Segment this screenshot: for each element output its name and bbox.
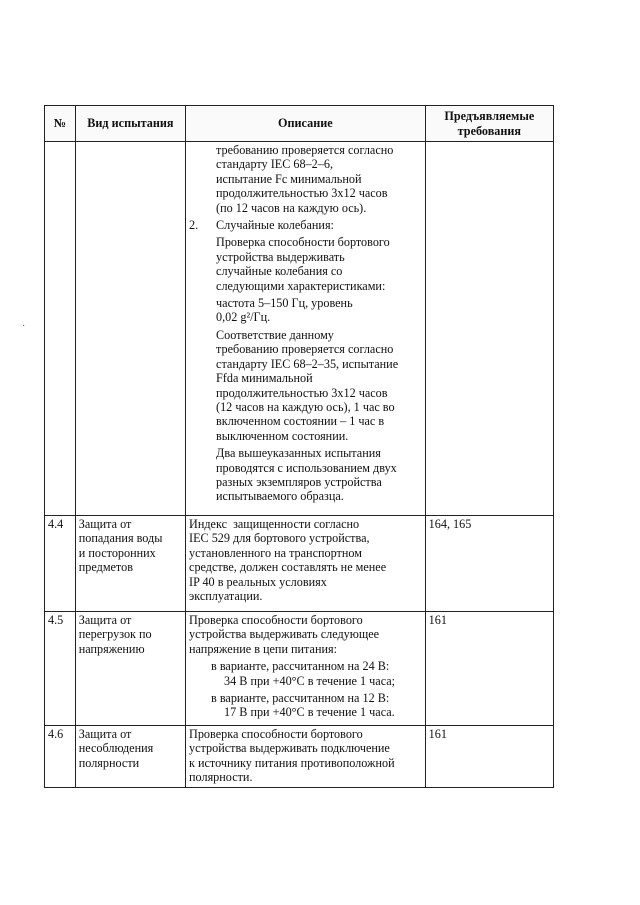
desc-line: проводятся с использованием двух: [216, 460, 397, 475]
cell-test-type: [75, 516, 185, 612]
item-paragraph: [189, 296, 422, 325]
cell-description: [186, 612, 426, 726]
table-row: [45, 726, 554, 788]
item-paragraph: [189, 328, 422, 443]
header-number: №: [45, 106, 76, 142]
cell-requirements: 161: [425, 726, 553, 788]
desc-line: испытание Fc минимальной: [216, 171, 362, 186]
cell-description: [186, 516, 426, 612]
desc-line: частота 5–150 Гц, уровень: [216, 296, 353, 311]
header-description: Описание: [186, 106, 426, 142]
type-line: перегрузок по: [78, 627, 152, 642]
desc-line: средстве, должен составлять не менее: [189, 560, 387, 575]
header-test-type: Вид испытания: [75, 106, 185, 142]
cell-requirements: 164, 165: [425, 516, 553, 612]
desc-line: продолжительностью 3x12 часов: [216, 186, 388, 201]
type-line: Защита от: [78, 613, 132, 627]
type-line: Защита от: [78, 727, 132, 741]
header-requirements-line1: Предъявляемые: [444, 109, 535, 124]
desc-line: (12 часов на каждую ось), 1 час во: [216, 399, 395, 414]
desc-line: выключенном состоянии.: [216, 428, 349, 443]
item-paragraph: [189, 235, 422, 293]
desc-line: устройства выдерживать подключение: [189, 741, 390, 756]
desc-line: стандарту IEC 68–2–6,: [216, 157, 333, 172]
table-row: [45, 516, 554, 612]
desc-line: Проверка способности бортового: [189, 613, 363, 627]
type-line: попадания воды: [78, 531, 163, 546]
type-line: несоблюдения: [78, 741, 154, 756]
item-title: Случайные колебания:: [216, 218, 334, 233]
cell-number: [45, 142, 76, 516]
cell-test-type: [75, 612, 185, 726]
desc-line: 0,02 g²/Гц.: [216, 310, 271, 325]
item-number: 2.: [189, 218, 199, 233]
header-requirements: [425, 106, 553, 142]
header-requirements-line2: требования: [457, 123, 522, 138]
desc-line: разных экземпляров устройства: [216, 474, 382, 489]
cell-number: 4.4: [45, 516, 76, 612]
desc-line: напряжение в цепи питания:: [189, 641, 337, 656]
desc-line: требованию проверяется согласно: [216, 342, 394, 357]
cell-description: [186, 726, 426, 788]
desc-line: стандарту IEC 68–2–35, испытание: [216, 356, 399, 371]
desc-line: Ffda минимальной: [216, 371, 313, 386]
continuation-text: [189, 143, 422, 215]
variant-line: в варианте, рассчитанном на 12 В:: [211, 691, 390, 706]
desc-line: продолжительностью 3x12 часов: [216, 385, 388, 400]
desc-line: случайные колебания со: [216, 264, 343, 279]
desc-line: (по 12 часов на каждую ось).: [216, 200, 367, 215]
table-header-row: [45, 106, 554, 142]
type-line: и посторонних: [78, 545, 156, 560]
desc-line: Соответствие данному: [216, 327, 334, 342]
desc-line: требованию проверяется согласно: [216, 143, 394, 157]
desc-line: Проверка способности бортового: [216, 235, 390, 250]
desc-line: следующими характеристиками:: [216, 278, 386, 293]
type-line: Защита от: [78, 517, 132, 531]
variant-line: в варианте, рассчитанном на 24 В:: [211, 659, 390, 674]
cell-requirements: 161: [425, 612, 553, 726]
cell-requirements: [425, 142, 553, 516]
variant-line: 17 В при +40°C в течение 1 часа.: [224, 705, 395, 720]
cell-description: [186, 142, 426, 516]
desc-line: включенном состоянии – 1 час в: [216, 414, 385, 429]
desc-line: IEC 529 для бортового устройства,: [189, 531, 370, 546]
item-paragraph: [189, 446, 422, 504]
desc-line: к источнику питания противоположной: [189, 755, 395, 770]
type-line: напряжению: [78, 641, 145, 656]
table-row: [45, 142, 554, 516]
desc-line: полярности.: [189, 770, 253, 785]
desc-line: Проверка способности бортового: [189, 727, 363, 741]
table-row: [45, 612, 554, 726]
cell-test-type: [75, 142, 185, 516]
desc-line: Два вышеуказанных испытания: [216, 446, 381, 461]
type-line: предметов: [78, 560, 133, 575]
cell-test-type: [75, 726, 185, 788]
cell-number: 4.6: [45, 726, 76, 788]
desc-line: установленного на транспортном: [189, 545, 362, 560]
desc-line: устройства выдерживать: [216, 249, 345, 264]
cell-number: 4.5: [45, 612, 76, 726]
variant-line: 34 В при +40°C в течение 1 часа;: [224, 673, 396, 688]
test-requirements-table: [44, 105, 554, 788]
type-line: полярности: [78, 755, 140, 770]
numbered-item: [189, 218, 422, 232]
desc-line: Индекс защищенности согласно: [189, 517, 360, 531]
desc-line: устройства выдерживать следующее: [189, 627, 380, 642]
desc-line: эксплуатации.: [189, 589, 263, 604]
desc-line: испытываемого образца.: [216, 489, 344, 504]
margin-mark: ·: [22, 321, 26, 332]
desc-line: IP 40 в реальных условиях: [189, 574, 327, 589]
